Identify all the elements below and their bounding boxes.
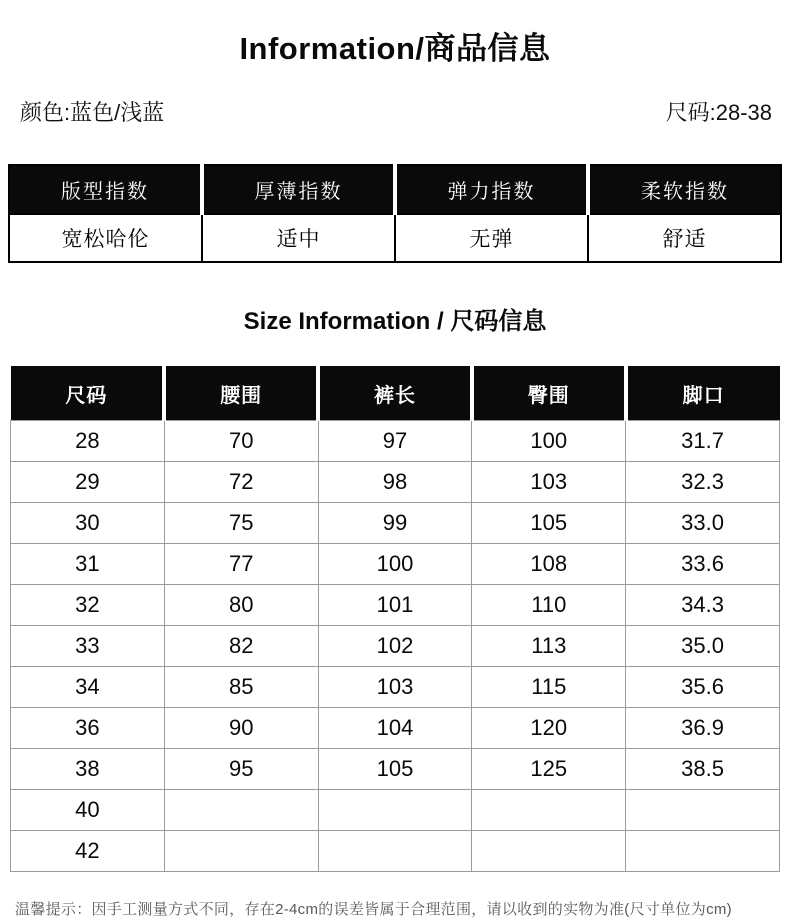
index-value-cell: 舒适 xyxy=(588,214,781,262)
size-column-header: 臀围 xyxy=(472,366,626,421)
index-header-cell: 弹力指数 xyxy=(395,165,588,214)
table-cell xyxy=(626,790,780,831)
table-cell: 100 xyxy=(472,421,626,462)
attribute-index-table xyxy=(8,164,782,263)
table-cell: 125 xyxy=(472,749,626,790)
table-cell: 82 xyxy=(164,626,318,667)
table-cell: 90 xyxy=(164,708,318,749)
note-text: 温馨提示：因手工测量方式不同，存在2-4cm的误差皆属于合理范围，请以收到的实物为准(尺寸单位为cm) xyxy=(15,901,732,918)
table-cell: 28 xyxy=(11,421,165,462)
table-row xyxy=(11,421,780,462)
page-title: Information/商品信息 xyxy=(239,31,551,66)
color-info: 颜色:蓝色/浅蓝 xyxy=(20,100,165,125)
table-cell: 29 xyxy=(11,462,165,503)
table-cell: 115 xyxy=(472,667,626,708)
table-cell: 110 xyxy=(472,585,626,626)
table-cell: 34.3 xyxy=(626,585,780,626)
table-cell xyxy=(472,831,626,872)
table-cell: 113 xyxy=(472,626,626,667)
table-cell: 102 xyxy=(318,626,472,667)
size-section-heading: Size Information / 尺码信息 xyxy=(243,308,547,335)
size-column-header: 腰围 xyxy=(164,366,318,421)
table-cell: 32.3 xyxy=(626,462,780,503)
table-cell: 99 xyxy=(318,503,472,544)
size-chart-table xyxy=(10,366,780,872)
table-cell: 101 xyxy=(318,585,472,626)
table-cell: 97 xyxy=(318,421,472,462)
table-cell: 100 xyxy=(318,544,472,585)
table-cell: 35.6 xyxy=(626,667,780,708)
size-column-header: 裤长 xyxy=(318,366,472,421)
size-table-body xyxy=(11,421,780,872)
table-cell: 103 xyxy=(318,667,472,708)
index-value-cell: 宽松哈伦 xyxy=(9,214,202,262)
index-header-cell: 版型指数 xyxy=(9,165,202,214)
table-row xyxy=(11,462,780,503)
table-cell: 105 xyxy=(472,503,626,544)
table-cell xyxy=(472,790,626,831)
index-table-head-row xyxy=(9,165,781,214)
table-cell: 42 xyxy=(11,831,165,872)
table-cell: 40 xyxy=(11,790,165,831)
table-cell: 33 xyxy=(11,626,165,667)
table-cell: 35.0 xyxy=(626,626,780,667)
table-cell: 98 xyxy=(318,462,472,503)
table-cell: 38.5 xyxy=(626,749,780,790)
table-cell xyxy=(164,790,318,831)
table-cell xyxy=(626,831,780,872)
table-row xyxy=(11,708,780,749)
table-cell: 80 xyxy=(164,585,318,626)
size-column-header: 脚口 xyxy=(626,366,780,421)
table-cell: 31 xyxy=(11,544,165,585)
product-info-row xyxy=(20,96,772,127)
table-cell: 30 xyxy=(11,503,165,544)
table-cell: 38 xyxy=(11,749,165,790)
table-cell: 77 xyxy=(164,544,318,585)
table-cell: 85 xyxy=(164,667,318,708)
table-cell: 31.7 xyxy=(626,421,780,462)
table-cell: 105 xyxy=(318,749,472,790)
table-cell: 33.6 xyxy=(626,544,780,585)
size-column-header: 尺码 xyxy=(11,366,165,421)
table-cell: 120 xyxy=(472,708,626,749)
table-row xyxy=(11,667,780,708)
table-row xyxy=(11,790,780,831)
table-row xyxy=(11,626,780,667)
table-row xyxy=(11,503,780,544)
table-cell: 34 xyxy=(11,667,165,708)
table-cell xyxy=(318,831,472,872)
table-cell: 70 xyxy=(164,421,318,462)
size-table-head-row xyxy=(11,366,780,421)
table-cell: 104 xyxy=(318,708,472,749)
table-cell xyxy=(318,790,472,831)
table-row xyxy=(11,749,780,790)
table-cell: 32 xyxy=(11,585,165,626)
table-cell: 103 xyxy=(472,462,626,503)
table-cell: 95 xyxy=(164,749,318,790)
table-cell: 75 xyxy=(164,503,318,544)
table-row xyxy=(11,544,780,585)
table-cell: 33.0 xyxy=(626,503,780,544)
table-cell: 36 xyxy=(11,708,165,749)
index-value-cell: 无弹 xyxy=(395,214,588,262)
size-range-info: 尺码:28-38 xyxy=(665,100,772,125)
table-row xyxy=(11,831,780,872)
table-cell: 72 xyxy=(164,462,318,503)
table-cell: 36.9 xyxy=(626,708,780,749)
table-cell: 108 xyxy=(472,544,626,585)
index-header-cell: 厚薄指数 xyxy=(202,165,395,214)
index-table-value-row xyxy=(9,214,781,262)
index-value-cell: 适中 xyxy=(202,214,395,262)
table-cell xyxy=(164,831,318,872)
table-row xyxy=(11,585,780,626)
index-header-cell: 柔软指数 xyxy=(588,165,781,214)
